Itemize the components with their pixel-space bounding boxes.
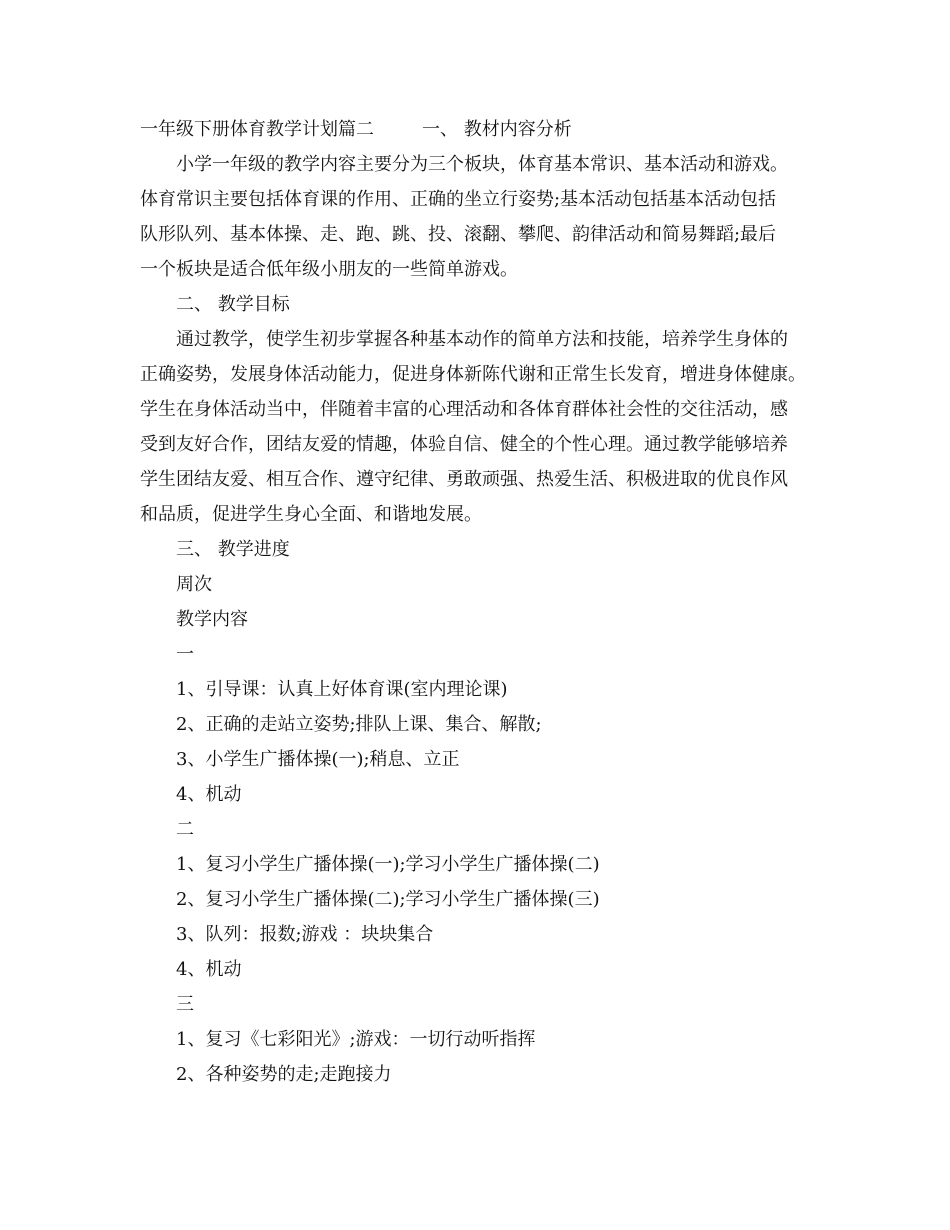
paragraph-line: 队形队列、基本体操、走、跑、跳、投、滚翻、攀爬、韵律活动和简易舞蹈;最后 — [140, 224, 777, 245]
section-heading-3: 三、 教学进度 — [176, 539, 290, 560]
week-label: 一 — [176, 644, 194, 665]
section-heading-1: 一、 教材内容分析 — [422, 119, 572, 140]
schedule-item: 4、机动 — [176, 959, 242, 980]
schedule-item: 2、各种姿势的走;走跑接力 — [176, 1064, 392, 1085]
paragraph-line: 正确姿势，发展身体活动能力，促进身体新陈代谢和正常生长发育，增进身体健康。 — [140, 364, 806, 385]
schedule-item: 1、复习《七彩阳光》;游戏：一切行动听指挥 — [176, 1029, 536, 1050]
paragraph-line: 学生团结友爱、相互合作、遵守纪律、勇敢顽强、热爱生活、积极进取的优良作风 — [140, 469, 788, 490]
week-label: 三 — [176, 994, 194, 1015]
schedule-item: 1、复习小学生广播体操(一);学习小学生广播体操(二) — [176, 854, 600, 875]
paragraph-line: 通过教学，使学生初步掌握各种基本动作的简单方法和技能，培养学生身体的 — [176, 329, 788, 350]
schedule-item: 1、引导课：认真上好体育课(室内理论课) — [176, 679, 508, 700]
schedule-item: 3、小学生广播体操(一);稍息、立正 — [176, 749, 460, 770]
schedule-header-content: 教学内容 — [176, 609, 248, 630]
paragraph-line: 一个板块是适合低年级小朋友的一些简单游戏。 — [140, 259, 518, 280]
section-heading-2: 二、 教学目标 — [176, 294, 290, 315]
paragraph-line: 学生在身体活动当中，伴随着丰富的心理活动和各体育群体社会性的交往活动，感 — [140, 399, 788, 420]
paragraph-line: 体育常识主要包括体育课的作用、正确的坐立行姿势;基本活动包括基本活动包括 — [140, 189, 777, 210]
paragraph-line: 小学一年级的教学内容主要分为三个板块，体育基本常识、基本活动和游戏。 — [176, 154, 788, 175]
schedule-item: 2、正确的走站立姿势;排队上课、集合、解散; — [176, 714, 542, 735]
schedule-item: 4、机动 — [176, 784, 242, 805]
schedule-item: 3、队列：报数;游戏 ：块块集合 — [176, 924, 434, 945]
document-body — [140, 112, 830, 1092]
title-line — [140, 112, 830, 147]
document-title: 一年级下册体育教学计划篇二 — [140, 119, 374, 140]
paragraph-line: 和品质，促进学生身心全面、和谐地发展。 — [140, 504, 482, 525]
paragraph-line: 受到友好合作，团结友爱的情趣，体验自信、健全的个性心理。通过教学能够培养 — [140, 434, 788, 455]
schedule-item: 2、复习小学生广播体操(二);学习小学生广播体操(三) — [176, 889, 600, 910]
schedule-header-week: 周次 — [176, 574, 212, 595]
week-label: 二 — [176, 819, 194, 840]
